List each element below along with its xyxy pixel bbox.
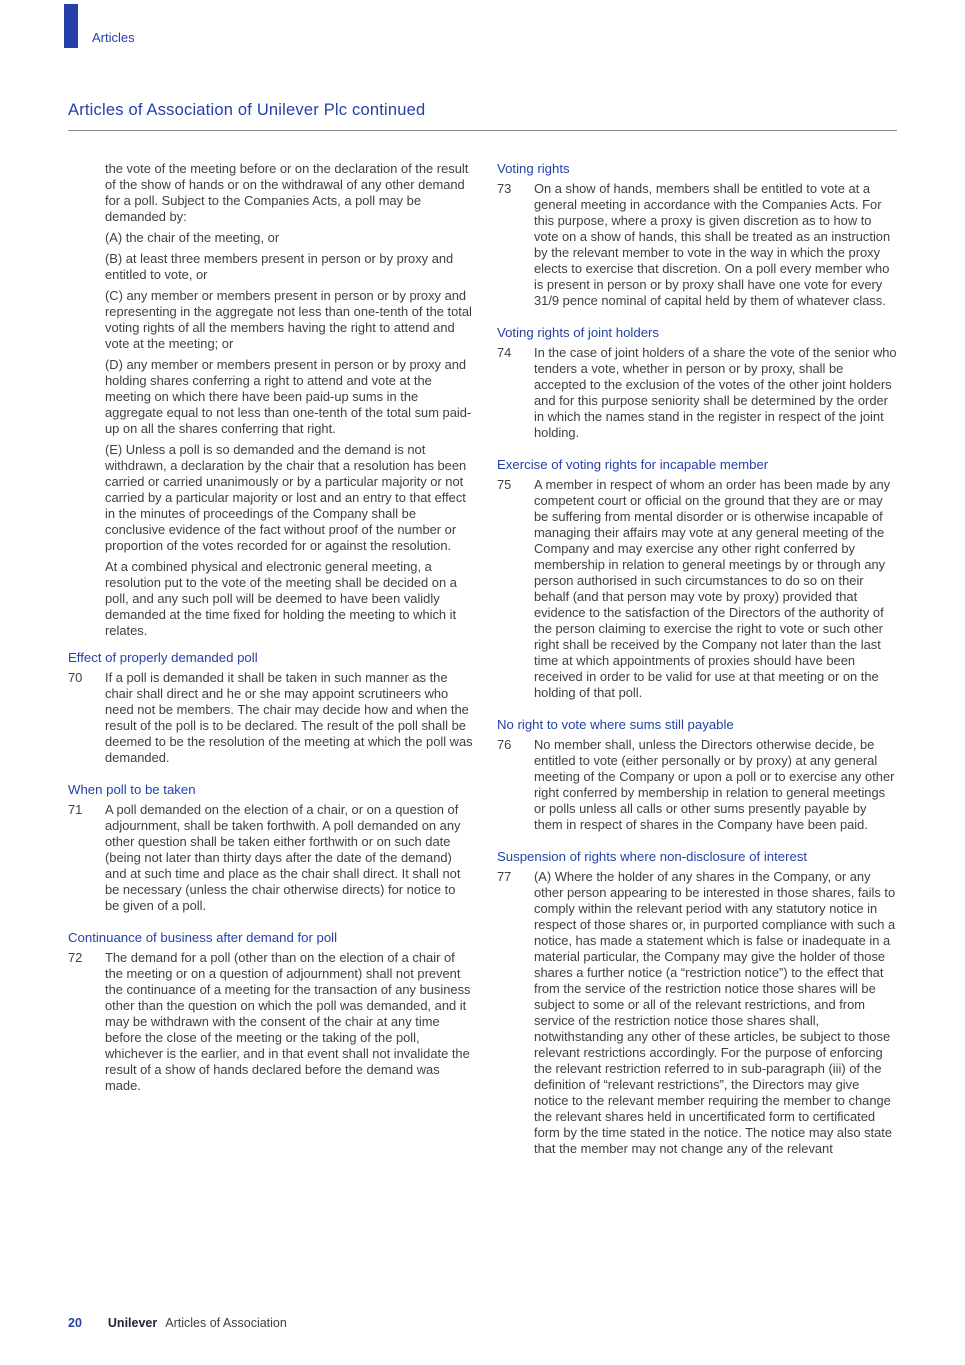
paragraph: (B) at least three members present in person or by proxy and entitled to vote, or [105, 251, 454, 282]
paragraph-text: No member shall, unless the Directors otherwise decide, be entitled to vote (either personally or by proxy) at any general meeting of the Company or upon a poll or to exercise any other right conferred by membership in relation to general meetings or polls unless all calls or other sums presently payable by them in respect of shares in the Company have been paid. [534, 737, 895, 832]
section-heading: Continuance of business after demand for poll [68, 930, 338, 945]
paragraph-number: 70 [68, 670, 83, 685]
paragraph-number: 74 [497, 345, 512, 360]
right-column [497, 161, 897, 1167]
paragraph-number: 71 [68, 802, 83, 817]
paragraph-text: The demand for a poll (other than on the election of a chair of the meeting or on a question of adjournment) shall not prevent the continuance of a meeting for the transaction of any business other than the question on which the poll was demanded, and it may be withdrawn with the consent of the chair at any time before the close of the meeting or the taking of the poll, whichever is the earlier, and in that event shall not invalidate the result of a show of hands declared before the demand was made. [105, 950, 471, 1093]
numbered-paragraph [68, 950, 473, 1099]
paragraph-number: 76 [497, 737, 512, 752]
section-heading: When poll to be taken [68, 782, 196, 797]
paragraph-number: 72 [68, 950, 83, 965]
page-title: Articles of Association of Unilever Plc continued [68, 101, 426, 119]
paragraph: (E) Unless a poll is so demanded and the demand is not withdrawn, a declaration by the chair that a resolution has been carried or carried unanimously or by a particular majority or not carried by a particular majority or lost and an entry to that effect in the minutes of proceedings of the Company shall be conclusive evidence of the fact without proof of the number or proportion of the votes recorded for or against the resolution. [105, 442, 467, 553]
footer-doc-title: Articles of Association [165, 1316, 287, 1330]
paragraph: At a combined physical and electronic general meeting, a resolution put to the vote of the meeting shall be decided on a poll, and any such poll will be deemed to have been validly demanded at the time fixed for holding the meeting to which it relates. [105, 559, 457, 638]
section-heading: Voting rights of joint holders [497, 325, 660, 340]
numbered-paragraph [68, 670, 473, 771]
numbered-paragraph [68, 802, 473, 919]
corner-tab-label: Articles [92, 30, 135, 45]
paragraph: (A) the chair of the meeting, or [105, 230, 280, 245]
paragraph: (C) any member or members present in person or by proxy and representing in the aggregate not less than one-tenth of the total voting rights of all the members having the right to attend and vote at the meeting; or [105, 288, 472, 351]
section-heading: Effect of properly demanded poll [68, 650, 258, 665]
content-columns [68, 161, 897, 1167]
section-heading: Exercise of voting rights for incapable member [497, 457, 769, 472]
paragraph-text: A poll demanded on the election of a chair, or on a question of adjournment, shall be taken forthwith. A poll demanded on any other question shall be taken either forthwith or on such date (being not later than thirty days after the date of the demand) and at such time and place as the chair shall direct. It shall not be necessary (unless the chair otherwise directs) for notice to be given of a poll. [105, 802, 461, 913]
paragraph-text: (A) Where the holder of any shares in the Company, or any other person appearing to be interested in those shares, fails to comply within the relevant period with any statutory notice in respect of those shares or, in purported compliance with such a notice, has made a statement which is false or inadequate in a material particular, the Company may give the holder of those shares a further notice (a “restriction notice”) to the effect that from the service of the restriction notice those shares will be subject to some or all of the relevant restrictions, and from service of the restriction notice those shares shall, notwithstanding any other of these articles, be subject to those relevant restrictions accordingly. For the purpose of enforcing the relevant restriction referred to in sub-paragraph (iii) of the definition of “relevant restrictions”, the Directors may give notice to the relevant member requiring the member to change the relevant shares held in uncertificated form to certificated form by the time stated in the notice. The notice may also state that the member may not change any of the relevant [534, 869, 896, 1156]
paragraph-number: 77 [497, 869, 512, 884]
brand-name: Unilever [107, 1316, 158, 1330]
section-heading: No right to vote where sums still payable [497, 717, 734, 732]
numbered-paragraph [497, 477, 897, 706]
paragraph-number: 75 [497, 477, 512, 492]
page-number: 20 [68, 1316, 82, 1330]
title-rule [68, 130, 897, 131]
paragraph-text: On a show of hands, members shall be entitled to vote at a general meeting in accordance with the Companies Acts. For this purpose, where a proxy is given discretion as to how to vote on a show of hands, this shall be treated as an instruction by the relevant member to vote in the way in which the proxy elects to exercise that discretion. On a poll every member who is present in person or by proxy shall have one vote for every 31/9 pence nominal of capital held by them of whatever class. [534, 181, 891, 308]
section-heading: Suspension of rights where non-disclosure of interest [497, 849, 808, 864]
corner-tab-bar [64, 4, 78, 48]
paragraph-text: A member in respect of whom an order has been made by any competent court or official on the ground that they are or may be suffering from mental disorder or is otherwise incapable of managing their affairs may vote at any general meeting of the Company and may exercise any other right conferred by membership in relation to general meetings by or through any person authorised in such circumstances to do so on their behalf (and that person may vote by proxy) provided that evidence to the satisfaction of the Directors of the authority of the person claiming to exercise the right to vote or such other right shall be received by the Company not later than the last time at which appointments of proxies should have been received in order to be valid for use at that meeting or on the holding of that poll. [534, 477, 891, 700]
left-column [68, 161, 473, 1167]
numbered-paragraph [497, 869, 897, 1162]
section-heading: Voting rights [497, 161, 570, 176]
numbered-paragraph [497, 345, 897, 446]
paragraph-text: In the case of joint holders of a share the vote of the senior who tenders a vote, whether in person or by proxy, shall be accepted to the exclusion of the votes of the other joint holders and for this purpose seniority shall be determined by the order in which the names stand in the register in respect of the joint holding. [534, 345, 897, 440]
numbered-paragraph [497, 181, 897, 314]
page-footer [68, 1316, 287, 1330]
paragraph-number: 73 [497, 181, 512, 196]
numbered-paragraph [497, 737, 897, 838]
paragraph-text: If a poll is demanded it shall be taken in such manner as the chair shall direct and he or she may appoint scrutineers who need not be members. The chair may decide how and when the result of the poll is to be declared. The result of the poll shall be deemed to be the resolution of the meeting at which the poll was demanded. [105, 670, 473, 765]
paragraph: the vote of the meeting before or on the declaration of the result of the show of hands or on the withdrawal of any other demand for a poll. Subject to the Companies Acts, a poll may be demanded by: [105, 161, 469, 224]
paragraph: (D) any member or members present in person or by proxy and holding shares conferring a right to attend and vote at the meeting on which there have been paid-up sums in the aggregate equal to not less than one-tenth of the total sum paid-up on all the shares conferring that right. [105, 357, 472, 436]
